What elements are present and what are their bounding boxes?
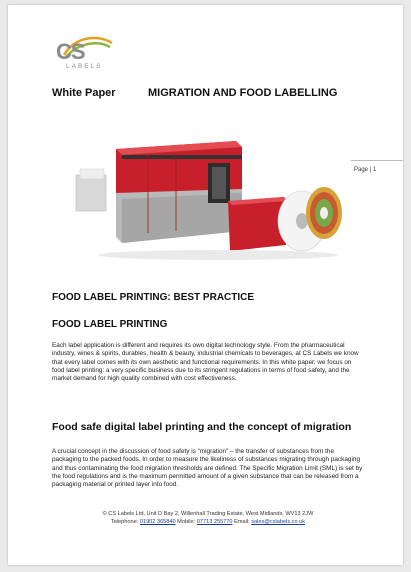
mobile-link[interactable]: 07713 255770 bbox=[196, 518, 233, 525]
section-heading-food-label-printing: FOOD LABEL PRINTING bbox=[52, 319, 168, 330]
section-heading-migration: Food safe digital label printing and the concept of migration bbox=[52, 421, 352, 433]
page-footer bbox=[52, 511, 364, 526]
email-label: Email: bbox=[232, 518, 252, 525]
section-heading-best-practice: FOOD LABEL PRINTING: BEST PRACTICE bbox=[52, 292, 255, 303]
document-title: MIGRATION AND FOOD LABELLING bbox=[148, 87, 338, 99]
logo-subtitle: LABELS bbox=[66, 63, 103, 70]
footer-contact bbox=[52, 519, 364, 527]
doc-type: White Paper bbox=[52, 87, 116, 99]
logo-mark: CS bbox=[56, 39, 85, 64]
page-number-rule bbox=[351, 160, 403, 161]
intro-paragraph: Each label application is different and requires its own digital technology style. From the pharmaceutical industry, wines & spirits, durables, health & beauty, industrial chemicals to beverages, at CS Labels we know that every label comes with its own aesthetic and functional requirements. In this white paper, we focus on food label printing: a very specific business due to its stringent regulations in terms of food safety, and the market demand for high quality combined with cost effectiveness. bbox=[52, 342, 359, 383]
email-link[interactable]: sales@cslabels.co.uk bbox=[251, 518, 306, 525]
footer-address: © CS Labels Ltd, Unit D Bay 2, Willenhall Trading Estate, West Midlands, WV13 2JW bbox=[102, 511, 314, 517]
label-printer-image bbox=[68, 133, 348, 263]
migration-paragraph: A crucial concept in the discussion of food safety is “migration” – the transfer of substances from the packaging to the packed foods. In order to measure the likeliness of substances migrating through packaging and thus contaminating the food migration thresholds are defined. The Specific Migration Limit (SML) is set by the food regulations and is the maximum permitted amount of a given substance that can be released from a packaging material or printed layer into food. bbox=[52, 448, 363, 489]
company-logo bbox=[56, 33, 116, 75]
page-number: Page | 1 bbox=[354, 167, 377, 173]
telephone-link[interactable]: 01902 365840 bbox=[139, 518, 176, 525]
mobile-label: Mobile: bbox=[175, 518, 197, 525]
telephone-label: Telephone: bbox=[110, 518, 140, 525]
document-page bbox=[8, 5, 403, 565]
